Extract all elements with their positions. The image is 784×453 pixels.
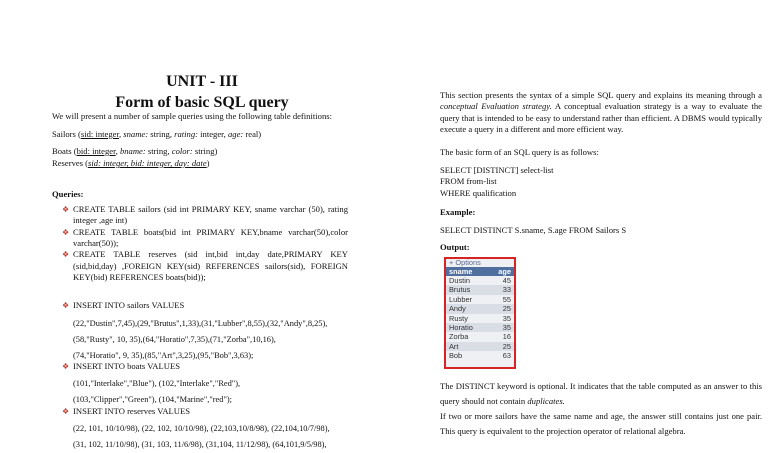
list-item: ❖ INSERT INTO boats VALUES (62, 361, 180, 371)
duplicates-paragraph: If two or more sailors have the same name and age, the answer still contains just one pair. This query is equivalent to the projection operator of relational algebra. (440, 411, 762, 437)
table-row (446, 351, 514, 360)
list-item: ❖ INSERT INTO sailors VALUES (62, 300, 185, 310)
diamond-bullet-icon: ❖ (62, 407, 70, 416)
diamond-bullet-icon: ❖ (62, 250, 70, 260)
list-item: ❖ CREATE TABLE sailors (sid int PRIMARY KEY, sname varchar (50), rating integer ,age int) (62, 204, 348, 226)
cell-sname: Bob (449, 351, 463, 361)
cell-sname: Brutus (449, 285, 471, 295)
table-row (446, 332, 514, 341)
cell-age: 45 (502, 276, 511, 285)
cell-sname: Dustin (449, 276, 470, 285)
table-row (446, 285, 514, 294)
schema-boats: Boats (bid: integer, bname: string, color: string) (52, 146, 218, 156)
cell-age: 16 (502, 332, 511, 342)
reserves-values: (22, 101, 10/10/98), (22, 102, 10/10/98), (22,103,10/8/98), (22,104,10/7/98), (31, 102, 11/10/98), (31, 103, 11/6/98), (31,104, 11/12/98), (64,101,9/5/98), (73, 424, 330, 449)
intro-text: We will present a number of sample queries using the following table definitions: (52, 111, 332, 121)
cell-sname: Lubber (449, 294, 473, 304)
table-row (446, 314, 514, 323)
boats-values: (101,"Interlake","Blue"), (102,"Interlake","Red"), (103,"Clipper","Green"), (104,"Marine","red"); (73, 379, 241, 404)
diamond-bullet-icon: ❖ (62, 205, 70, 214)
cell-age: 35 (502, 313, 511, 323)
schema-reserves: Reserves (sid: integer, bid: integer, day: date) (52, 158, 210, 168)
cell-age: 35 (502, 322, 511, 332)
output-table (444, 257, 516, 369)
section-title: Form of basic SQL query (115, 94, 289, 111)
list-item: ❖ INSERT INTO reserves VALUES (62, 406, 191, 416)
basic-form-text: The basic form of an SQL query is as follows: (440, 147, 599, 157)
example-heading: Example: (440, 207, 476, 217)
cell-sname: Zorba (449, 332, 469, 342)
table-row (446, 304, 514, 313)
options-link[interactable]: + Options (449, 258, 481, 267)
cell-age: 33 (502, 285, 511, 295)
create-list (62, 204, 348, 283)
list-item: ❖ CREATE TABLE reserves (sid int,bid int,day date,PRIMARY KEY (sid,bid,day) ,FOREIGN KEY(sid) REFERENCES sailors(sid), FOREIGN KEY(bid) REFERENCES boats(bid)); (62, 249, 348, 283)
table-row (446, 342, 514, 351)
output-heading: Output: (440, 242, 470, 252)
insert-sailors (62, 300, 348, 311)
sailors-values: (22,"Dustin",7,45),(29,"Brutus",1,33),(31,"Lubber",8,55),(32,"Andy",8,25), (58,"Rusty", 10, 35),(64,"Horatio",7,35),(71,"Zorba",10,16), (74,"Horatio", 9, 35),(85,"Art",3,25),(95,"Bob",3,63); (73, 319, 328, 360)
table-body (446, 276, 514, 361)
table-row (446, 323, 514, 332)
queries-heading: Queries: (52, 189, 84, 199)
unit-title: UNIT - III (166, 73, 238, 90)
insert-boats (62, 361, 348, 372)
list-item: ❖ CREATE TABLE boats(bid int PRIMARY KEY,bname varchar(50),color varchar(50)); (62, 226, 348, 249)
schema-sailors: Sailors (sid: integer, sname: string, rating: integer, age: real) (52, 129, 262, 139)
diamond-bullet-icon: ❖ (62, 301, 70, 310)
table-header (446, 267, 514, 276)
cell-age: 25 (502, 341, 511, 351)
cell-sname: Andy (449, 304, 466, 314)
cell-age: 55 (502, 294, 511, 304)
cell-age: 63 (502, 351, 511, 361)
example-query: SELECT DISTINCT S.sname, S.age FROM Sailors S (440, 225, 627, 235)
cell-sname: Rusty (449, 313, 468, 323)
table-row (446, 276, 514, 285)
intro-paragraph: This section presents the syntax of a simple SQL query and explains its meaning through a conceptual Evaluation strategy. A conceptual evaluation strategy is a way to evaluate the query that is intended to be easy to understand rather than efficient. A DBMS would typically execute a query in a different and more efficient way. (440, 90, 762, 135)
distinct-paragraph: The DISTINCT keyword is optional. It indicates that the table computed as an answer to this query should not contain duplicates. (440, 381, 762, 407)
cell-sname: Art (449, 341, 459, 351)
cell-sname: Horatio (449, 322, 473, 332)
column-header-age[interactable]: age (498, 267, 511, 276)
diamond-bullet-icon: ❖ (62, 227, 70, 237)
cell-age: 25 (502, 304, 511, 314)
table-row (446, 295, 514, 304)
diamond-bullet-icon: ❖ (62, 362, 70, 371)
insert-reserves (62, 406, 348, 417)
basic-form-syntax: SELECT [DISTINCT] select-list FROM from-list WHERE qualification (440, 165, 554, 198)
column-header-sname[interactable]: sname (449, 267, 473, 276)
